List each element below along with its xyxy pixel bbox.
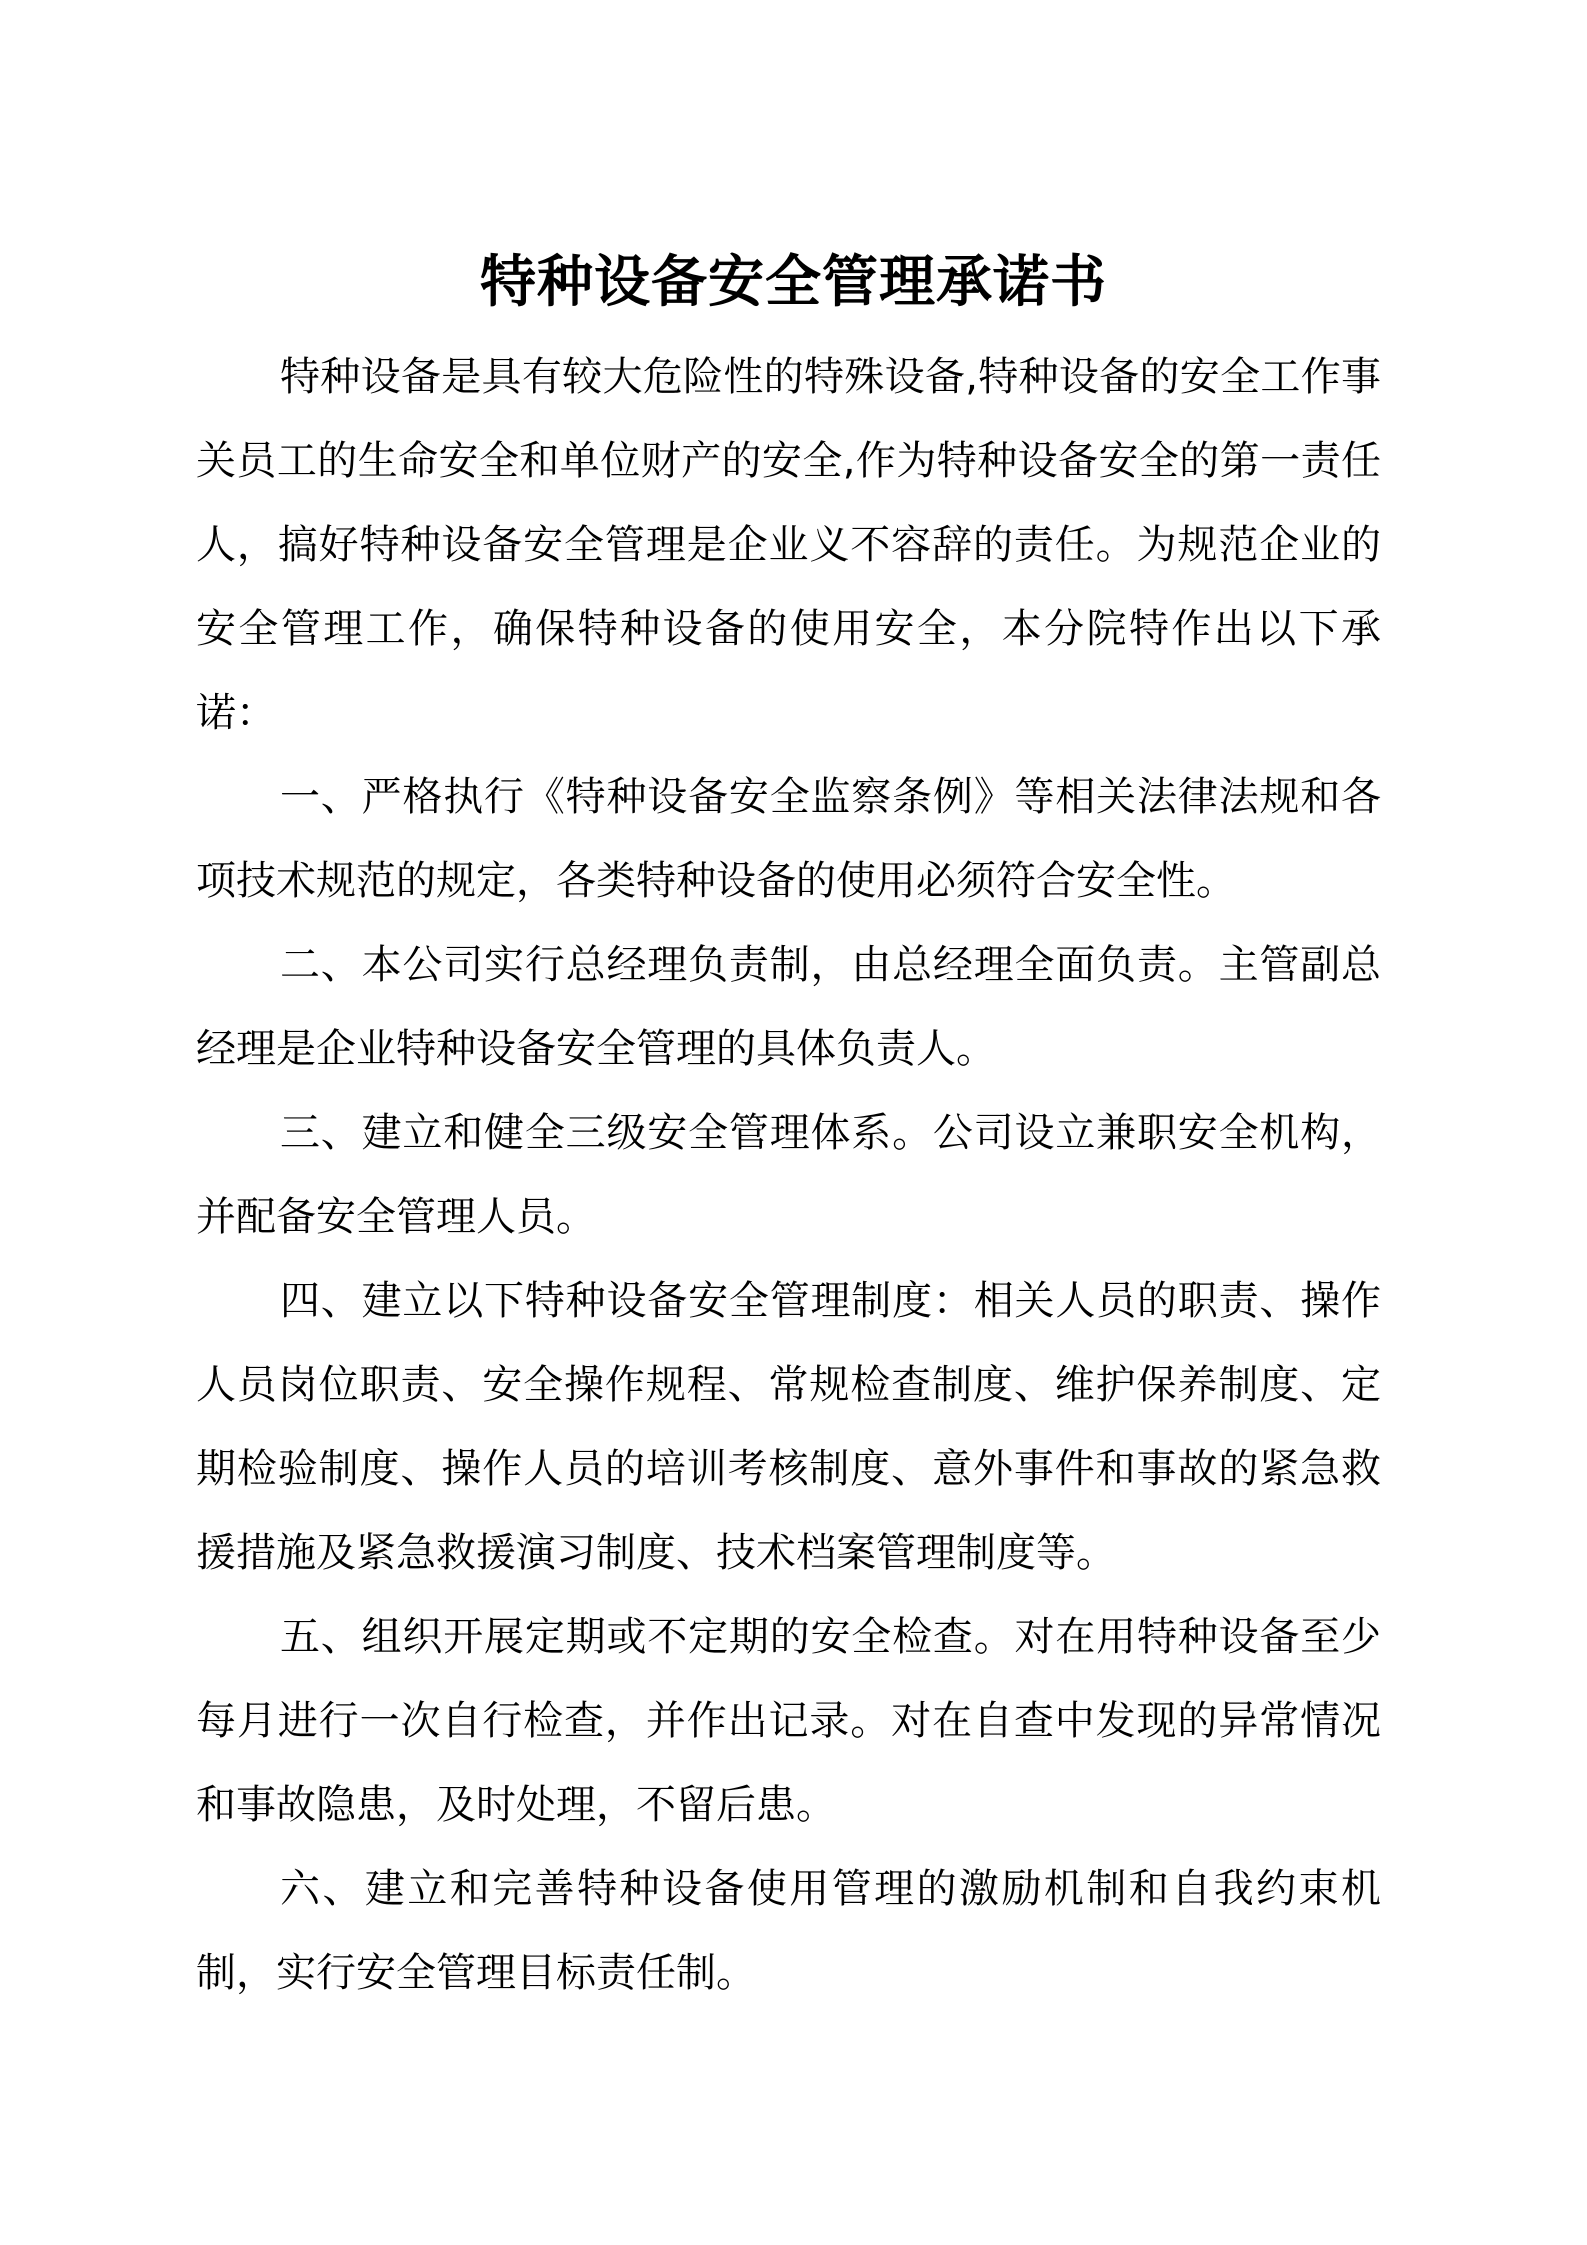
paragraph-item-1: 一、严格执行《特种设备安全监察条例》等相关法律法规和各项技术规范的规定，各类特种设备的使用必须符合安全性。 (196, 774, 1381, 904)
paragraph-item-2: 二、本公司实行总经理负责制，由总经理全面负责。主管副总经理是企业特种设备安全管理的具体负责人。 (196, 942, 1381, 1072)
paragraph-intro: 特种设备是具有较大危险性的特殊设备,特种设备的安全工作事关员工的生命安全和单位财产的安全,作为特种设备安全的第一责任人，搞好特种设备安全管理是企业义不容辞的责任。为规范企业的安全管理工作，确保特种设备的使用安全，本分院特作出以下承诺： (196, 354, 1381, 736)
paragraph-item-3: 三、建立和健全三级安全管理体系。公司设立兼职安全机构，并配备安全管理人员。 (196, 1110, 1381, 1240)
paragraph-item-4: 四、建立以下特种设备安全管理制度：相关人员的职责、操作人员岗位职责、安全操作规程、常规检查制度、维护保养制度、定期检验制度、操作人员的培训考核制度、意外事件和事故的紧急救援措施及紧急救援演习制度、技术档案管理制度等。 (196, 1278, 1381, 1576)
paragraph-item-5: 五、组织开展定期或不定期的安全检查。对在用特种设备至少每月进行一次自行检查，并作出记录。对在自查中发现的异常情况和事故隐患，及时处理，不留后患。 (196, 1614, 1381, 1828)
paragraph-item-6: 六、建立和完善特种设备使用管理的激励机制和自我约束机制，实行安全管理目标责任制。 (196, 1866, 1381, 1996)
document-body (196, 335, 1381, 2015)
document-title: 特种设备安全管理承诺书 (480, 249, 1107, 315)
